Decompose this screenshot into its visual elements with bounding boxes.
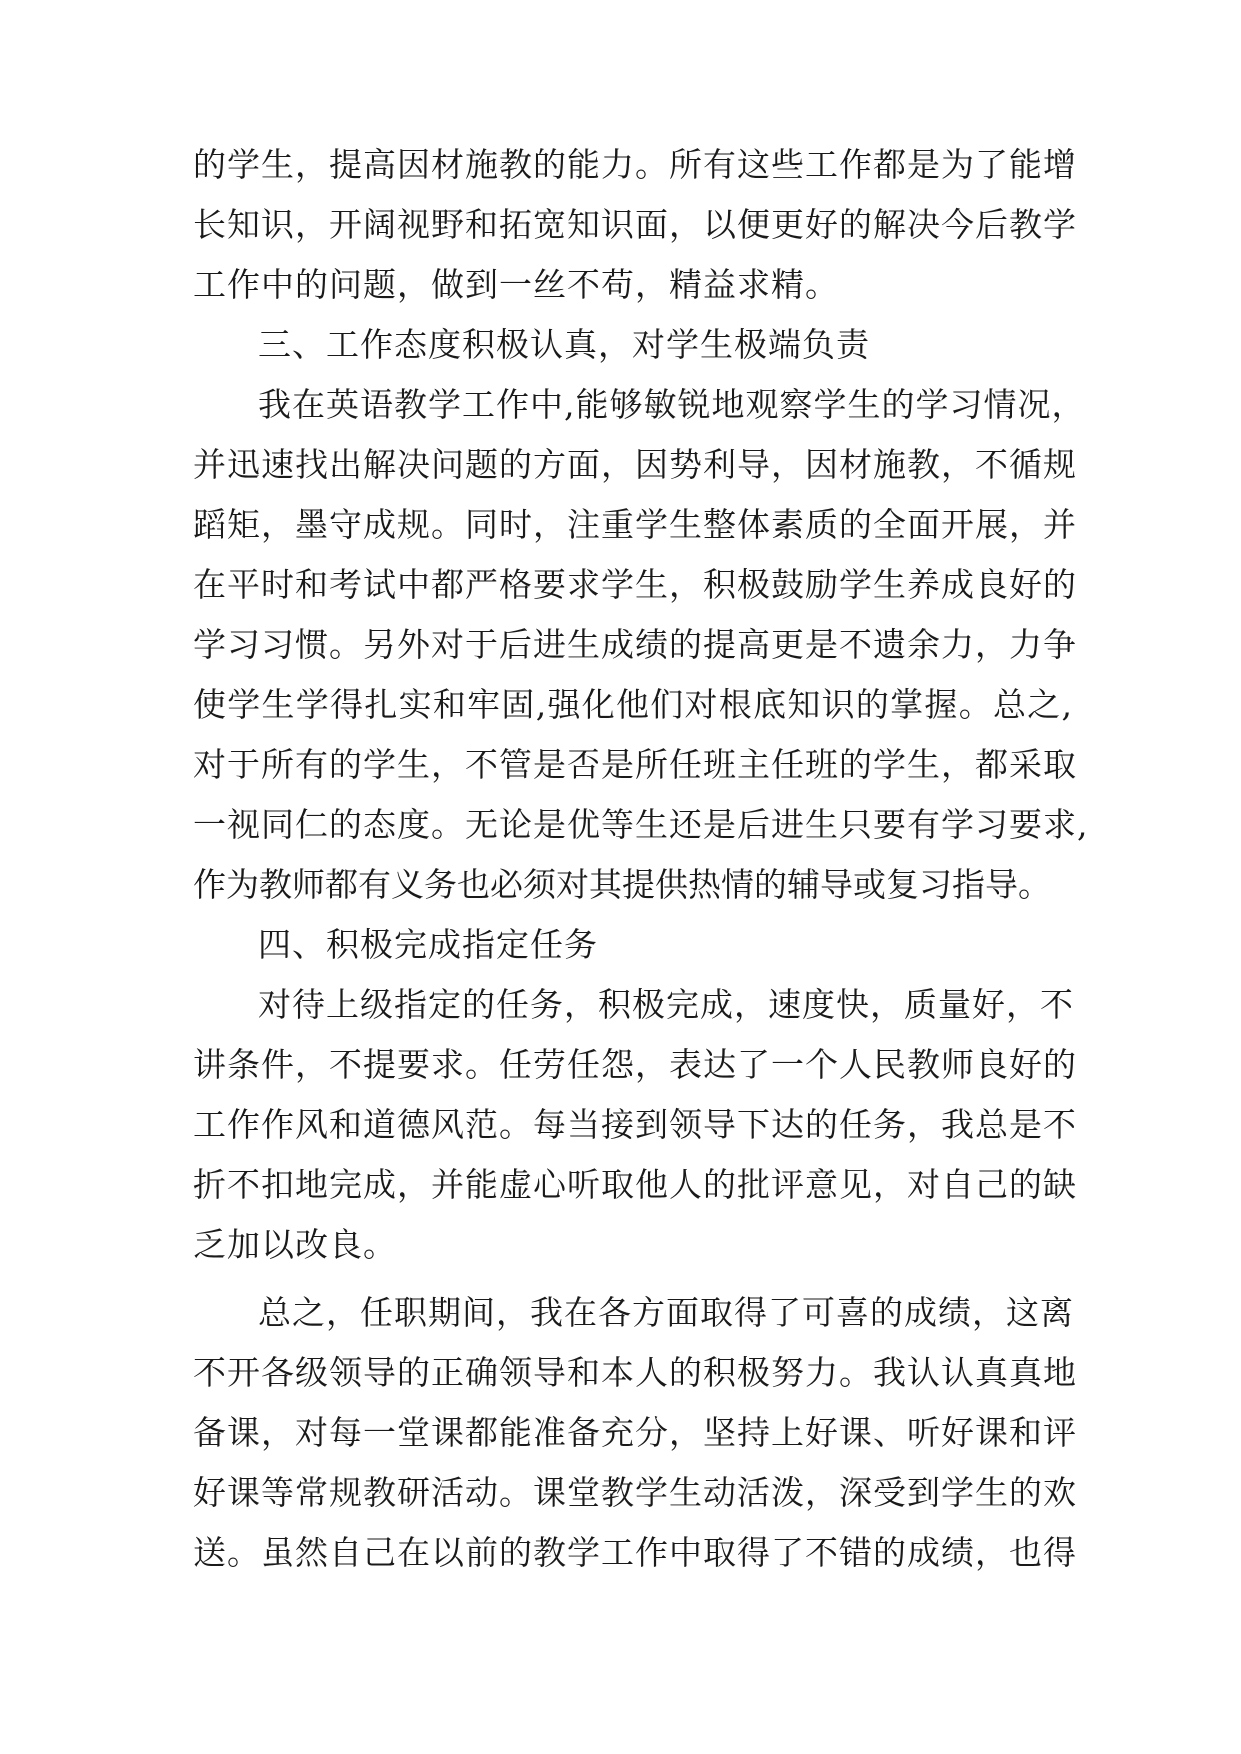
paragraph-line: 备课，对每一堂课都能准备充分，坚持上好课、听好课和评 — [193, 1413, 1077, 1452]
paragraph-line: 好课等常规教研活动。课堂教学生动活泼，深受到学生的欢 — [193, 1473, 1077, 1512]
paragraph-line: 并迅速找出解决问题的方面，因势利导，因材施教，不循规 — [193, 445, 1077, 484]
paragraph-line: 在平时和考试中都严格要求学生，积极鼓励学生养成良好的 — [193, 565, 1077, 604]
paragraph-line: 使学生学得扎实和牢固,强化他们对根底知识的掌握。总之, — [193, 685, 1073, 724]
paragraph-line: 工作作风和道德风范。每当接到领导下达的任务，我总是不 — [193, 1105, 1077, 1144]
paragraph-line: 不开各级领导的正确领导和本人的积极努力。我认认真真地 — [193, 1353, 1077, 1392]
paragraph-line: 的学生，提高因材施教的能力。所有这些工作都是为了能增 — [193, 145, 1077, 184]
paragraph-line: 作为教师都有义务也必须对其提供热情的辅导或复习指导。 — [193, 865, 1051, 904]
paragraph-line: 折不扣地完成，并能虚心听取他人的批评意见，对自己的缺 — [193, 1165, 1077, 1204]
paragraph-line: 对待上级指定的任务，积极完成，速度快，质量好，不 — [258, 985, 1074, 1024]
paragraph-line: 工作中的问题，做到一丝不苟，精益求精。 — [193, 265, 839, 304]
paragraph-line: 讲条件，不提要求。任劳任怨，表达了一个人民教师良好的 — [193, 1045, 1077, 1084]
section-heading: 四、积极完成指定任务 — [258, 925, 598, 964]
section-heading: 三、工作态度积极认真，对学生极端负责 — [258, 325, 870, 364]
paragraph-line: 长知识，开阔视野和拓宽知识面，以便更好的解决今后教学 — [193, 205, 1077, 244]
paragraph-line: 总之，任职期间，我在各方面取得了可喜的成绩，这离 — [258, 1293, 1074, 1332]
paragraph-line: 学习习惯。另外对于后进生成绩的提高更是不遗余力，力争 — [193, 625, 1077, 664]
paragraph-line: 对于所有的学生，不管是否是所任班主任班的学生，都采取 — [193, 745, 1077, 784]
paragraph-line: 一视同仁的态度。无论是优等生还是后进生只要有学习要求, — [193, 805, 1089, 844]
paragraph-line: 送。虽然自己在以前的教学工作中取得了不错的成绩，也得 — [193, 1533, 1077, 1572]
paragraph-line: 乏加以改良。 — [193, 1225, 397, 1264]
paragraph-line: 蹈矩，墨守成规。同时，注重学生整体素质的全面开展，并 — [193, 505, 1077, 544]
paragraph-line: 我在英语教学工作中,能够敏锐地观察学生的学习情况， — [258, 385, 1086, 424]
